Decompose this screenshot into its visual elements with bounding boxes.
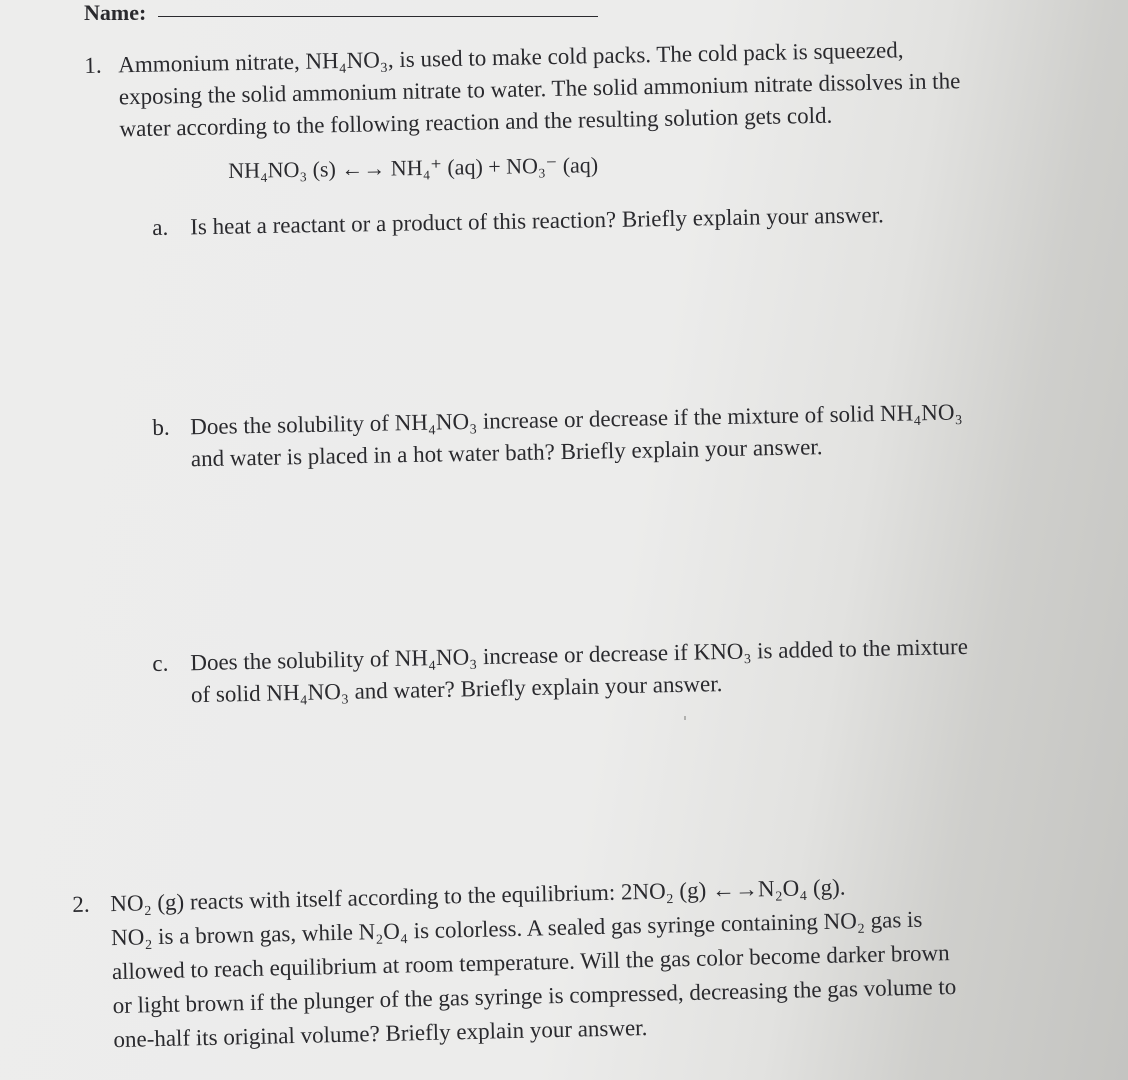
question-1 bbox=[84, 33, 961, 146]
question-2-line: or light brown if the plunger of the gas syringe is compressed, decreasing the gas volume to bbox=[112, 973, 957, 1019]
question-1a-line: Is heat a reactant or a product of this reaction? Briefly explain your answer. bbox=[190, 202, 884, 240]
question-1-line: exposing the solid ammonium nitrate to water. The solid ammonium nitrate dissolves in the bbox=[118, 68, 961, 110]
question-1c-letter: c. bbox=[152, 650, 169, 676]
question-2-line: NO₂ (g) reacts with itself according to the equilibrium: 2NO₂ (g) ←→N₂O₄ (g). bbox=[110, 874, 846, 917]
question-2-number: 2. bbox=[72, 891, 90, 917]
question-1b-letter: b. bbox=[152, 414, 170, 440]
question-2-line: one-half its original volume? Briefly explain your answer. bbox=[113, 1014, 648, 1053]
name-blank-line bbox=[158, 16, 598, 17]
question-1a bbox=[152, 199, 884, 244]
paper-mark bbox=[684, 716, 686, 720]
question-1a-letter: a. bbox=[152, 214, 169, 240]
question-1b bbox=[152, 396, 963, 476]
question-1-number: 1. bbox=[84, 52, 102, 78]
question-1-line: water according to the following reaction and the resulting solution gets cold. bbox=[119, 102, 833, 142]
question-2-line: allowed to reach equilibrium at room temperature. Will the gas color become darker brown bbox=[111, 940, 950, 985]
name-label: Name: bbox=[84, 0, 147, 25]
question-1c-line: of solid NH₄NO₃ and water? Briefly explain your answer. bbox=[190, 671, 723, 708]
reaction-equation: NH₄NO₃ (s) ←→ NH₄⁺ (aq) + NO₃⁻ (aq) bbox=[228, 152, 599, 183]
question-1b-line: and water is placed in a hot water bath? Briefly explain your answer. bbox=[190, 434, 823, 472]
question-2-line: NO₂ is a brown gas, while N₂O₄ is colorless. A sealed gas syringe containing NO₂ gas is bbox=[110, 906, 923, 951]
question-1b-line: Does the solubility of NH₄NO₃ increase or decrease if the mixture of solid NH₄NO₃ bbox=[190, 399, 963, 440]
question-2 bbox=[72, 868, 957, 1058]
question-2-text bbox=[110, 868, 957, 1057]
question-1-line: Ammonium nitrate, NH₄NO₃, is used to make cold packs. The cold pack is squeezed, bbox=[118, 37, 904, 78]
question-1c-line: Does the solubility of NH₄NO₃ increase or decrease if KNO₃ is added to the mixture bbox=[190, 633, 969, 676]
question-1-text bbox=[118, 33, 961, 145]
question-1c bbox=[152, 631, 969, 712]
